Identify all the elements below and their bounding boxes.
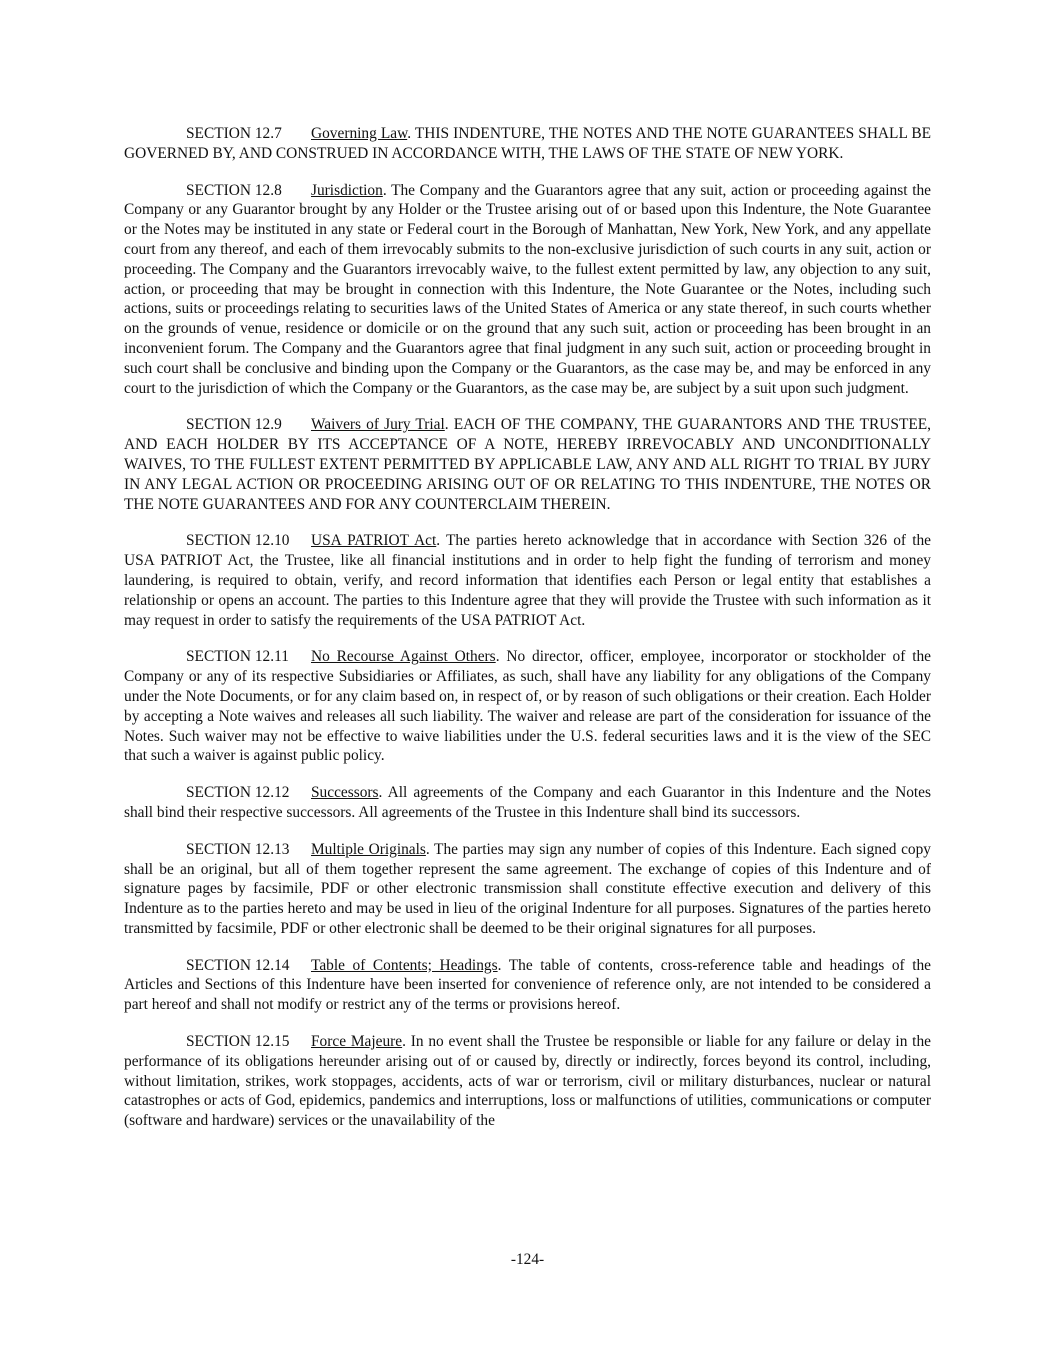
- section-number: SECTION 12.12: [186, 784, 290, 802]
- section-heading: Successors: [311, 784, 379, 802]
- section-number: SECTION 12.11: [186, 648, 289, 666]
- section-12-8: [124, 181, 931, 399]
- section-body: . The parties may sign any number of copies of this Indenture. Each signed copy shall be an original, but all of them together represent the same agreement. The exchange of copies of this Indenture and of signature pages by facsimile, PDF or other electronic transmission shall constitute effective execution and delivery of this Indenture as to the parties hereto and may be used in lieu of the original Indenture for all purposes. Signatures of the parties hereto transmitted by facsimile, PDF or other electronic shall be deemed to be their original signatures for all purposes.: [124, 840, 931, 937]
- section-heading: No Recourse Against Others: [311, 648, 496, 666]
- section-heading: Table of Contents; Headings: [311, 956, 498, 974]
- section-12-13: [124, 840, 931, 939]
- section-12-9: [124, 415, 931, 514]
- section-body: . No director, officer, employee, incorporator or stockholder of the Company or any of its respective Subsidiaries or Affiliates, as such, shall have any liability for any obligations of the Company under the Note Documents, or for any claim based on, in respect of, or by reason of such obligations or their creation. Each Holder by accepting a Note waives and releases all such liability. The waiver and release are part of the consideration for issuance of the Notes. Such waiver may not be effective to waive liabilities under the U.S. federal securities laws and it is the view of the SEC that such a waiver is against public policy.: [124, 648, 932, 765]
- section-body: . In no event shall the Trustee be responsible or liable for any failure or delay in the performance of its obligations hereunder arising out of or caused by, directly or indirectly, forces beyond its control, including, without limitation, strikes, work stoppages, accidents, acts of war or terrorism, civil or military disturbances, nuclear or natural catastrophes or acts of God, epidemics, pandemics and interruptions, loss or malfunctions of utilities, communications or computer (software and hardware) services or the unavailability of the: [124, 1033, 931, 1130]
- section-number: SECTION 12.14: [186, 956, 290, 974]
- section-body: . EACH OF THE COMPANY, THE GUARANTORS AND THE TRUSTEE, AND EACH HOLDER BY ITS ACCEPTANCE OF A NOTE, HEREBY IRREVOCABLY AND UNCONDITIONALLY WAIVES, TO THE FULLEST EXTENT PERMITTED BY APPLICABLE LAW, ANY AND ALL RIGHT TO TRIAL BY JURY IN ANY LEGAL ACTION OR PROCEEDING ARISING OUT OF OR RELATING TO THIS INDENTURE, THE NOTES OR THE NOTE GUARANTEES AND FOR ANY COUNTERCLAIM THEREIN.: [124, 416, 932, 513]
- section-body: . The table of contents, cross-reference table and headings of the Articles and Sections of this Indenture have been inserted for convenience of reference only, are not intended to be considered a part hereof and shall not modify or restrict any of the terms or provisions hereof.: [124, 956, 931, 1014]
- section-heading: Jurisdiction: [311, 181, 383, 199]
- section-number: SECTION 12.9: [186, 416, 282, 434]
- section-12-10: [124, 531, 931, 630]
- section-heading: Multiple Originals: [311, 840, 426, 858]
- section-number: SECTION 12.15: [186, 1033, 290, 1051]
- section-12-11: [124, 647, 931, 766]
- section-number: SECTION 12.10: [186, 532, 290, 550]
- section-body: . THIS INDENTURE, THE NOTES AND THE NOTE GUARANTEES SHALL BE GOVERNED BY, AND CONSTRUED IN ACCORDANCE WITH, THE LAWS OF THE STATE OF NEW YORK.: [124, 125, 931, 162]
- section-12-7: [124, 124, 931, 164]
- section-heading: Force Majeure: [311, 1033, 403, 1051]
- page-number: -124-: [510, 1251, 545, 1268]
- section-12-12: [124, 783, 931, 823]
- section-12-14: [124, 956, 931, 1015]
- document-page: [124, 124, 931, 1148]
- section-number: SECTION 12.13: [186, 840, 290, 858]
- section-number: SECTION 12.8: [186, 181, 282, 199]
- section-heading: Governing Law: [311, 125, 408, 142]
- section-heading: USA PATRIOT Act: [311, 532, 437, 550]
- section-body: . The parties hereto acknowledge that in accordance with Section 326 of the USA PATRIOT Act, the Trustee, like all financial institutions and in order to help fight the funding of terrorism and money laundering, is required to obtain, verify, and record information that identifies each Person or legal entity that establishes a relationship or opens an account. The parties to this Indenture agree that they will provide the Trustee with such information as it may request in order to satisfy the requirements of the USA PATRIOT Act.: [124, 532, 931, 629]
- section-number: SECTION 12.7: [186, 125, 282, 142]
- section-body: . All agreements of the Company and each Guarantor in this Indenture and the Notes shall bind their respective successors. All agreements of the Trustee in this Indenture shall bind its successors.: [124, 784, 931, 821]
- section-heading: Waivers of Jury Trial: [311, 416, 445, 434]
- section-12-15: [124, 1032, 931, 1131]
- section-body: . The Company and the Guarantors agree that any suit, action or proceeding against the Company or any Guarantor brought by any Holder or the Trustee arising out of or based upon this Indenture, the Note Guarantee or the Notes may be instituted in any state or Federal court in the Borough of Manhattan, New York, New York, and any appellate court from any thereof, and each of them irrevocably submits to the non-exclusive jurisdiction of such courts in any suit, action or proceeding. The Company and the Guarantors irrevocably waive, to the fullest extent permitted by law, any objection to any suit, action, or proceeding that may be brought in connection with this Indenture, the Note Guarantee or the Notes, including such actions, suits or proceedings relating to securities laws of the United States of America or any state thereof, in such courts whether on the grounds of venue, residence or domicile or on the ground that any such suit, action or proceeding has been brought in an inconvenient forum. The Company and the Guarantors agree that final judgment in any such suit, action or proceeding brought in such court shall be conclusive and binding upon the Company or the Guarantors, as the case may be, and may be enforced in any court to the jurisdiction of which the Company or the Guarantors, as the case may be, are subject by a suit upon such judgment.: [124, 181, 931, 397]
